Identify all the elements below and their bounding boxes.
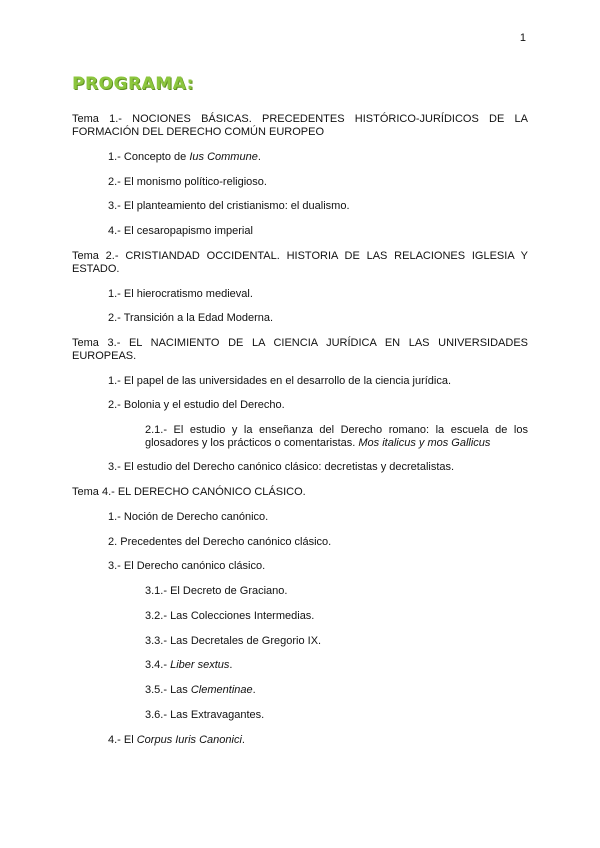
tema-1-item-3: 3.- El planteamiento del cristianismo: el dualismo.: [108, 200, 350, 212]
tema-1-item-1: 1.- Concepto de Ius Commune.: [108, 151, 261, 163]
tema-4-item-1: 1.- Noción de Derecho canónico.: [108, 511, 269, 523]
tema-4-item-3-2: 3.2.- Las Colecciones Intermedias.: [145, 610, 315, 622]
tema-2-item-1: 1.- El hierocratismo medieval.: [108, 288, 253, 300]
tema-4-item-4: 4.- El Corpus Iuris Canonici.: [108, 734, 245, 746]
tema-4-item-3-3: 3.3.- Las Decretales de Gregorio IX.: [145, 635, 322, 647]
tema-4-item-3-5: 3.5.- Las Clementinae.: [145, 684, 256, 696]
page-number: 1: [519, 32, 526, 44]
tema-4-heading: Tema 4.- EL DERECHO CANÓNICO CLÁSICO.: [72, 486, 306, 498]
tema-4-item-3-1: 3.1.- El Decreto de Graciano.: [145, 585, 288, 597]
tema-1-item-2: 2.- El monismo político-religioso.: [108, 176, 267, 188]
tema-4-item-3-6: 3.6.- Las Extravagantes.: [145, 709, 265, 721]
tema-3-item-3: 3.- El estudio del Derecho canónico clásico: decretistas y decretalistas.: [108, 461, 455, 473]
tema-2-heading: Tema 2.- CRISTIANDAD OCCIDENTAL. HISTORIA DE LAS RELACIONES IGLESIA Y ESTADO.: [72, 250, 528, 275]
tema-4-item-3-4: 3.4.- Liber sextus.: [145, 659, 233, 671]
page-title: PROGRAMA:: [72, 74, 194, 94]
tema-1-heading: Tema 1.- NOCIONES BÁSICAS. PRECEDENTES HISTÓRICO-JURÍDICOS DE LA FORMACIÓN DEL DERECHO COMÚN EUROPEO: [72, 113, 528, 138]
tema-3-heading: Tema 3.- EL NACIMIENTO DE LA CIENCIA JURÍDICA EN LAS UNIVERSIDADES EUROPEAS.: [72, 337, 528, 362]
tema-4-item-2: 2. Precedentes del Derecho canónico clásico.: [108, 536, 332, 548]
tema-1-item-4: 4.- El cesaropapismo imperial: [108, 225, 253, 237]
tema-2-item-2: 2.- Transición a la Edad Moderna.: [108, 312, 274, 324]
tema-3-item-1: 1.- El papel de las universidades en el desarrollo de la ciencia jurídica.: [108, 375, 452, 387]
tema-3-item-2-1: 2.1.- El estudio y la enseñanza del Derecho romano: la escuela de los glosadores y los prácticos o comentaristas. Mos italicus y mos Gallicus: [145, 424, 528, 449]
tema-4-item-3: 3.- El Derecho canónico clásico.: [108, 560, 266, 572]
tema-3-item-2: 2.- Bolonia y el estudio del Derecho.: [108, 399, 285, 411]
